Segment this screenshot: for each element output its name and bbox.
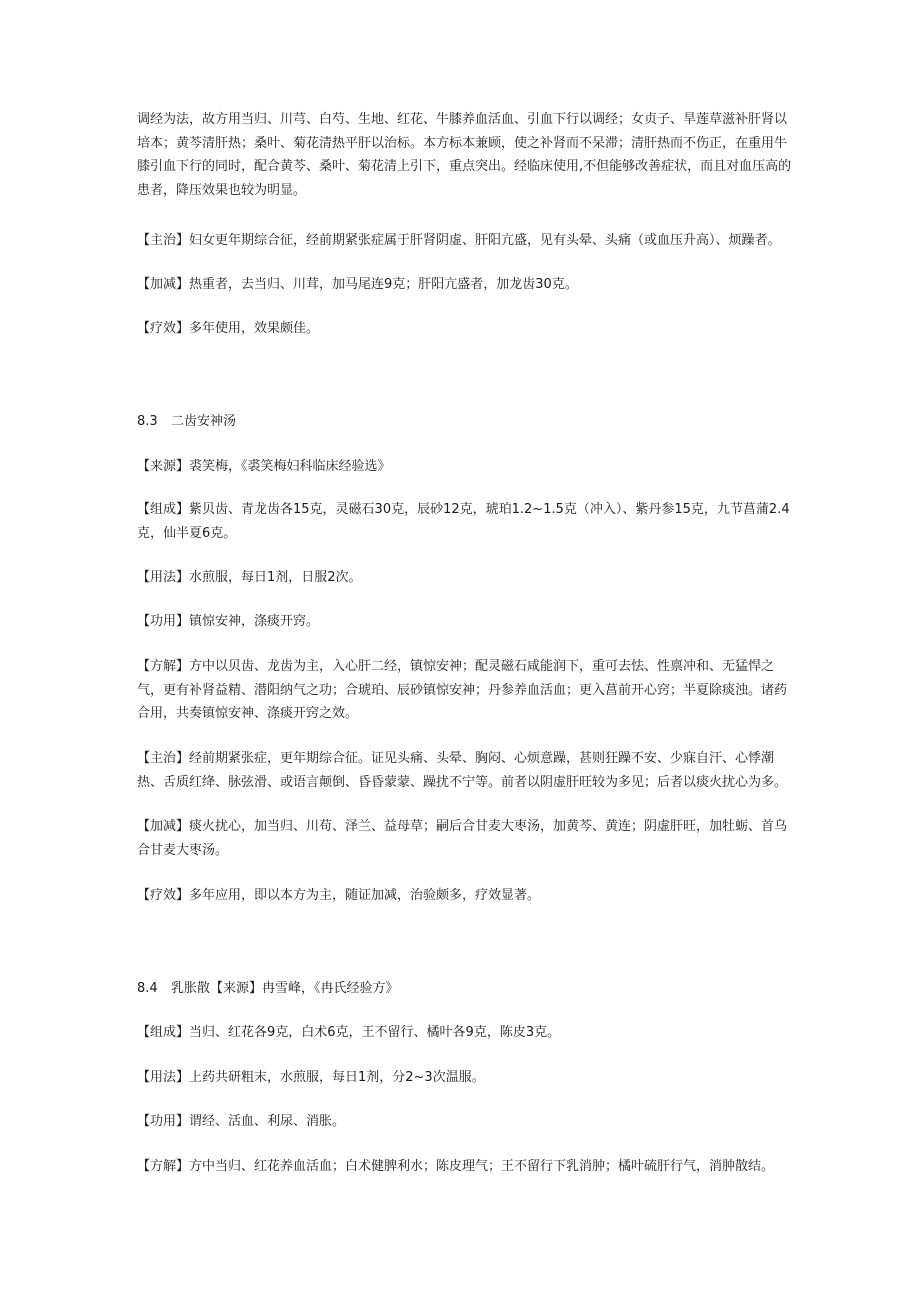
s84-gongyong-paragraph: 【功用】谓经、活血、利尿、消胀。 <box>137 1114 346 1129</box>
section-8-4-heading <box>137 977 399 1001</box>
s83-fangjie-paragraph: 【方解】方中以贝齿、龙齿为主，入心肝二经，镇惊安神；配灵磁石咸能润下，重可去怯、性禀冲和、无猛悍之气，更有补肾益精、潜阳纳气之功；合琥珀、辰砂镇惊安神；丹参养血活血；更入菖前开心窍；半夏除痰浊。诸药合用，共奏镇惊安神、涤痰开窍之效。 <box>137 659 788 721</box>
prev-jiajian-paragraph: 【加减】热重者，去当归、川茸，加马尾连9克；肝阳亢盛者，加龙齿30克。 <box>137 277 578 292</box>
prev-zhuzhi-paragraph: 【主治】妇女更年期综合征，经前期紧张症属于肝肾阴虚、肝阳亢盛，见有头晕、头痛（或血压升高）、烦躁者。 <box>137 233 781 248</box>
s83-jiajian-paragraph: 【加减】痰火扰心，加当归、川苟、泽兰、益母草；嗣后合甘麦大枣汤，加黄芩、黄连；阴虚肝旺，加牡蛎、首乌合甘麦大枣汤。 <box>137 819 788 858</box>
section-8-3-number: 8.3 <box>137 414 158 429</box>
s84-yongfa-paragraph: 【用法】上药共研粗末，水煎服，每日1剂，分2~3次温服。 <box>137 1070 485 1085</box>
s83-zhuzhi-paragraph: 【主治】经前期紧张症，更年期综合征。证见头痛、头晕、胸闷、心烦意躁，甚则狂躁不安、少寐自汗、心悸潮热、舌质红绛、脉弦滑、或语言颠倒、昏昏蒙蒙、躁扰不宁等。前者以阴虚肝旺较为多见；后者以痰火扰心为多。 <box>137 751 788 790</box>
section-8-3-title: 二齿安神汤 <box>171 414 237 429</box>
section-8-3-heading <box>137 410 236 434</box>
prev-liaoxiao-paragraph: 【疗效】多年使用，效果颇佳。 <box>137 321 320 336</box>
s84-fangjie-paragraph: 【方解】方中当归、红花养血活血；白术健脾利水；陈皮理气；王不留行下乳消肿；橘叶硫肝行气，消肿散结。 <box>137 1159 775 1174</box>
s83-yongfa-paragraph: 【用法】水煎服，每日1剂，日服2次。 <box>137 570 362 585</box>
s83-zucheng-paragraph: 【组成】紫贝齿、青龙齿各15克，灵磁石30克，辰砂12克，琥珀1.2~1.5克（冲入）、紫丹参15克，九节菖蒲2.4克，仙半夏6克。 <box>137 502 790 541</box>
continuation-paragraph: 调经为法，故方用当归、川芎、白芍、生地、红花、牛膝养血活血、引血下行以调经；女贞子、旱莲草滋补肝肾以培本；黄芩清肝热；桑叶、菊花清热平肝以治标。本方标本兼顾，使之补肾而不呆滞；清肝热而不伤正，在重用牛膝引血下行的同时，配合黄芩、桑叶、菊花清上引下，重点突出。经临床使用,不但能够改善症状，而且对血压高的患者，降压效果也较为明显。 <box>137 112 792 198</box>
s84-zucheng-paragraph: 【组成】当归、红花各9克，白术6克，王不留行、橘叶各9克，陈皮3克。 <box>137 1025 561 1040</box>
section-8-4-number: 8.4 <box>137 981 158 996</box>
section-8-4-title: 乳胀散【来源】冉雪峰，《冉氏经验方》 <box>171 981 399 996</box>
s83-gongyong-paragraph: 【功用】镇惊安神，涤痰开窍。 <box>137 614 320 629</box>
s83-liaoxiao-paragraph: 【疗效】多年应用，即以本方为主，随证加减，治验颇多，疗效显著。 <box>137 888 541 903</box>
s83-laiyuan-paragraph: 【来源】裘笑梅，《裘笑梅妇科临床经验选》 <box>137 459 391 474</box>
